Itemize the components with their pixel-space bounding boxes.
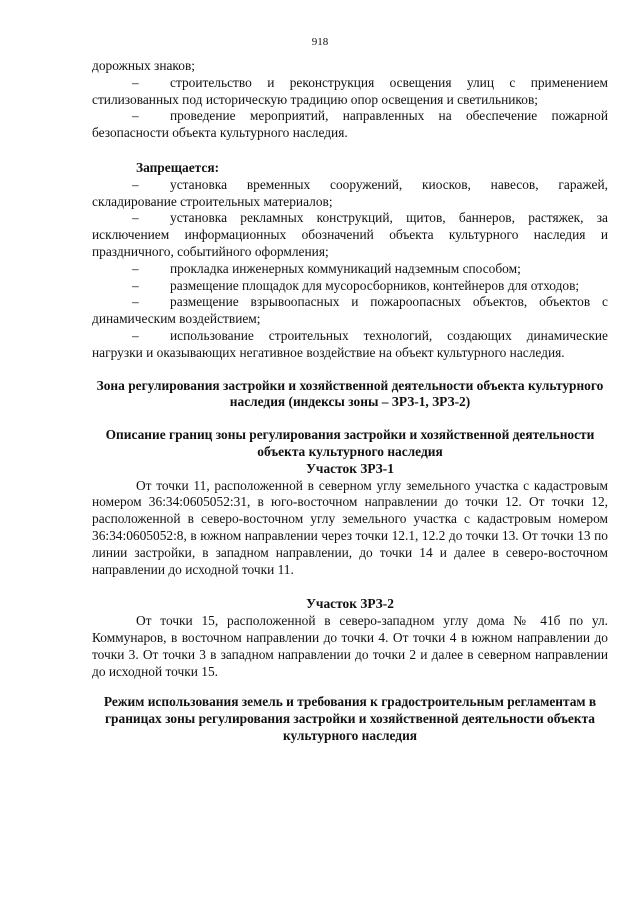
dash-marker: – bbox=[132, 260, 139, 276]
dash-marker: – bbox=[132, 108, 139, 124]
zone-heading: Зона регулирования застройки и хозяйственной деятельности объекта культурного наследия (индексы зоны – ЗРЗ-1, ЗРЗ-2) bbox=[96, 377, 604, 410]
prohibited-item bbox=[92, 294, 608, 328]
intro-item-text: проведение мероприятий, направленных на обеспечение пожарной безопасности объекта культурного наследия. bbox=[92, 108, 608, 141]
section1-text: От точки 11, расположенной в северном углу земельного участка с кадастровым номером 36:34:0605052:31, в юго-восточном направлении до точки 12. От точки 12, расположенной в северо-восточном углу земельного участка с кадастровым номером 36:34:0605052:8, в южном направлении через точки 12.1, 12.2 до точки 13. От точки 13 по линии застройки, в западном направлении, до точки 14 и далее в северо-восточном направлении до исходной точки 11. bbox=[92, 477, 608, 577]
description-heading: Описание границ зоны регулирования застройки и хозяйственной деятельности объекта культурного наследия bbox=[105, 427, 595, 459]
intro-item bbox=[92, 108, 608, 142]
prohibited-item-text: установка временных сооружений, киосков, навесов, гаражей, складирование строительных материалов; bbox=[92, 176, 608, 209]
section1-heading: Участок ЗРЗ-1 bbox=[306, 460, 394, 476]
dash-marker: – bbox=[132, 294, 139, 310]
dash-marker: – bbox=[132, 74, 139, 90]
dash-marker: – bbox=[132, 327, 139, 343]
prohibited-item-text: установка рекламных конструкций, щитов, баннеров, растяжек, за исключением информационных обозначений объекта культурного наследия и праздничного, событийного оформления; bbox=[92, 210, 608, 259]
section2-heading: Участок ЗРЗ-2 bbox=[306, 596, 394, 612]
prohibited-item bbox=[92, 328, 608, 362]
prohibited-item-text: прокладка инженерных коммуникаций надземным способом; bbox=[170, 260, 521, 276]
dash-marker: – bbox=[132, 277, 139, 293]
section2-text: От точки 15, расположенной в северо-западном углу дома № 41б по ул. Коммунаров, в восточном направлении до точки 4. От точки 4 в южном направлении до точки 3. От точки 3 в западном направлении до точки 2 и далее в северном направлении до исходной точки 15. bbox=[92, 613, 608, 679]
intro-item-text: строительство и реконструкция освещения улиц с применением стилизованных под историческую традицию опор освещения и светильников; bbox=[92, 74, 608, 107]
prohibited-item-text: использование строительных технологий, создающих динамические нагрузки и оказывающих негативное воздействие на объект культурного наследия. bbox=[92, 327, 608, 360]
regime-heading: Режим использования земель и требования к градостроительным регламентам в границах зоны регулирования застройки и хозяйственной деятельности объекта культурного наследия bbox=[103, 694, 597, 743]
prohibited-item bbox=[92, 210, 608, 260]
dash-marker: – bbox=[132, 176, 139, 192]
dash-marker: – bbox=[132, 210, 139, 226]
intro-continuation: дорожных знаков; bbox=[92, 58, 195, 73]
prohibited-item-text: размещение взрывоопасных и пожароопасных объектов, объектов с динамическим воздействием; bbox=[92, 294, 608, 327]
prohibited-heading: Запрещается: bbox=[136, 159, 220, 175]
page-number: 918 bbox=[311, 36, 329, 48]
prohibited-item bbox=[92, 278, 608, 295]
prohibited-item bbox=[92, 177, 608, 211]
intro-item bbox=[92, 75, 608, 109]
prohibited-item-text: размещение площадок для мусоросборников, контейнеров для отходов; bbox=[170, 277, 580, 293]
prohibited-item bbox=[92, 261, 608, 278]
document-body bbox=[92, 58, 608, 745]
